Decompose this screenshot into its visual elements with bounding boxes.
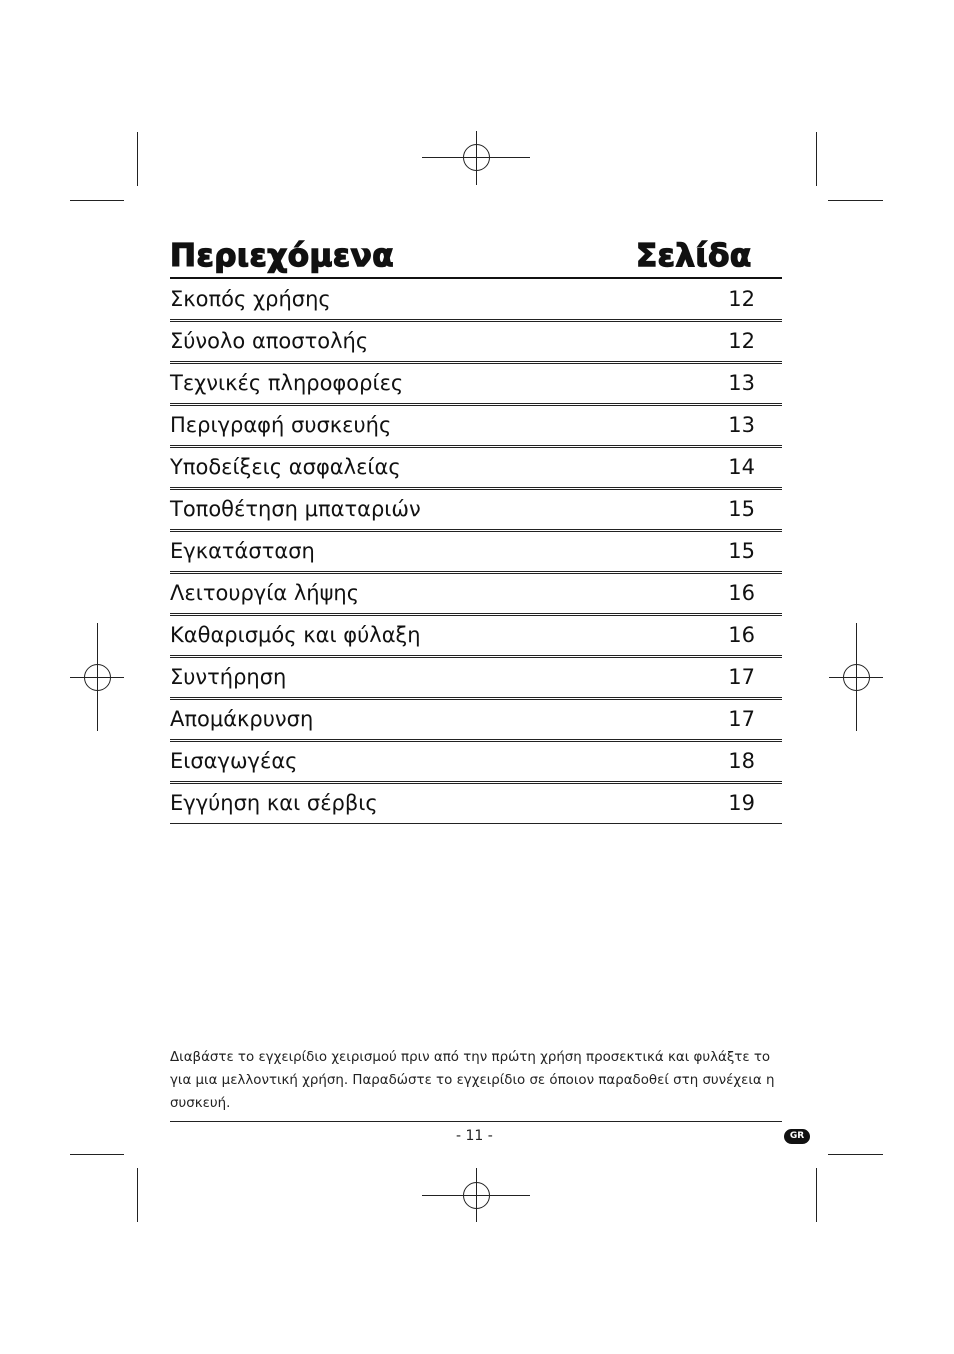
toc-entry-page: 19: [728, 791, 755, 815]
toc-entry-title: Εισαγωγέας: [170, 749, 298, 773]
crop-mark-bottom-left-h: [70, 1154, 124, 1155]
toc-row: [170, 405, 782, 446]
toc-entry-page: 13: [728, 371, 755, 395]
language-badge: GR: [784, 1129, 810, 1144]
toc-entry-title: Απομάκρυνση: [170, 707, 314, 731]
crop-mark-top-right-h: [828, 200, 883, 201]
toc-entry-page: 16: [728, 581, 755, 605]
toc-entry-title: Περιγραφή συσκευής: [170, 413, 392, 437]
toc-row: [170, 573, 782, 614]
crop-mark-bottom-right-h: [828, 1154, 883, 1155]
toc-entry-page: 17: [728, 707, 755, 731]
toc-entry-page: 14: [728, 455, 755, 479]
crop-mark-top-left-v: [137, 132, 138, 186]
crop-mark-top-right-v: [816, 132, 817, 186]
reading-instruction-note: Διαβάστε το εγχειρίδιο χειρισμού πριν από την πρώτη χρήση προσεκτικά και φυλάξτε το για μια μελλοντική χρήση. Παραδώστε το εγχειρίδιο σε όποιον παραδοθεί στη συνέχεια η συσκευή.: [170, 1050, 775, 1111]
footer-divider: [170, 1121, 782, 1122]
toc-row: [170, 741, 782, 782]
toc-entry-title: Τοποθέτηση μπαταριών: [170, 497, 421, 521]
toc-row: [170, 699, 782, 740]
toc-row: [170, 615, 782, 656]
toc-row: [170, 321, 782, 362]
toc-row: [170, 363, 782, 404]
contents-heading: Περιεχόμενα: [170, 238, 394, 274]
toc-entry-title: Τεχνικές πληροφορίες: [170, 371, 404, 395]
toc-row: [170, 657, 782, 698]
toc-entry-title: Σκοπός χρήσης: [170, 287, 331, 311]
crop-mark-bottom-right-v: [816, 1168, 817, 1222]
crop-mark-bottom-left-v: [137, 1168, 138, 1222]
toc-entry-page: 15: [728, 497, 755, 521]
toc-row: [170, 531, 782, 572]
page-column-heading: Σελίδα: [636, 238, 752, 274]
toc-entry-title: Εγγύηση και σέρβις: [170, 791, 378, 815]
page-number: - 11 -: [456, 1128, 493, 1144]
toc-entry-page: 17: [728, 665, 755, 689]
toc-entry-page: 13: [728, 413, 755, 437]
toc-row: [170, 489, 782, 530]
toc-row: [170, 783, 782, 824]
toc-entry-page: 15: [728, 539, 755, 563]
toc-entry-title: Λειτουργία λήψης: [170, 581, 360, 605]
crop-mark-top-left-h: [70, 200, 124, 201]
toc-entry-title: Συντήρηση: [170, 665, 287, 689]
toc-entry-title: Υποδείξεις ασφαλείας: [170, 455, 401, 479]
toc-entry-title: Εγκατάσταση: [170, 539, 315, 563]
toc-entry-page: 12: [728, 287, 755, 311]
toc-entry-title: Καθαρισμός και φύλαξη: [170, 623, 421, 647]
toc-entry-title: Σύνολο αποστολής: [170, 329, 369, 353]
toc-row: [170, 447, 782, 488]
toc-entry-page: 12: [728, 329, 755, 353]
toc-entry-page: 18: [728, 749, 755, 773]
table-of-contents: [170, 279, 782, 825]
toc-row: [170, 279, 782, 320]
toc-entry-page: 16: [728, 623, 755, 647]
